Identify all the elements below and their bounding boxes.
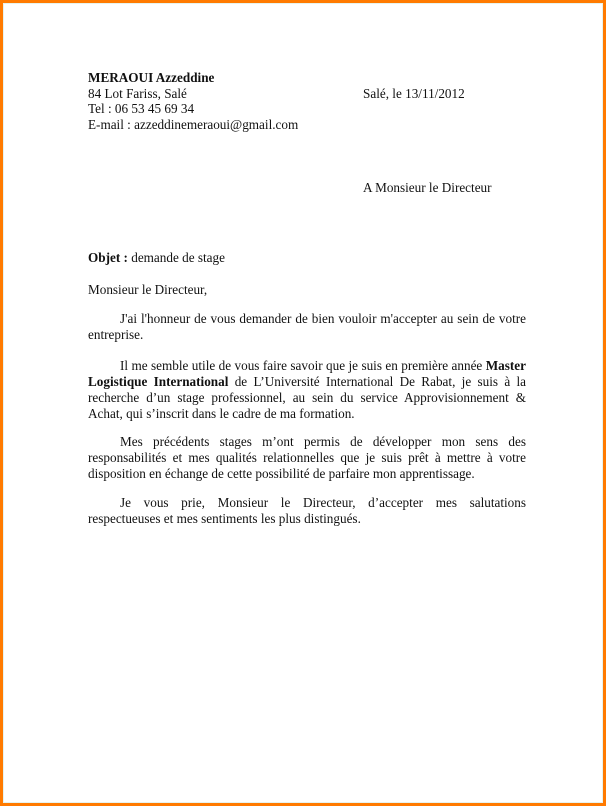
salutation: Monsieur le Directeur, [88, 282, 208, 297]
sender-name: MERAOUI Azzeddine [88, 70, 215, 85]
subject-text: demande de stage [127, 250, 225, 265]
paragraph-1: J'ai l'honneur de vous demander de bien vouloir m'accepter au sein de votre entreprise. [88, 311, 526, 342]
paragraph-2-rest: de L’Université International De Rabat, je suis à la recherche d’un stage professionnel, au sein du service Approvisionnement & Achat, qui s’inscrit dans le cadre de ma formation. [88, 374, 526, 421]
closing-paragraph: Je vous prie, Monsieur le Directeur, d’accepter mes salutations respectueuses et mes sentiments les plus distingués. [88, 495, 526, 526]
paragraph-2-intro: Il me semble utile de vous faire savoir que je suis en première année [120, 358, 486, 373]
subject-label: Objet : [88, 250, 128, 265]
subject-line [88, 250, 225, 266]
date-line: Salé, le 13/11/2012 [363, 86, 465, 101]
program-name: Master Logistique International [88, 358, 526, 389]
sender-email: E-mail : azzeddinemeraoui@gmail.com [88, 117, 299, 132]
recipient: A Monsieur le Directeur [363, 180, 492, 195]
sender-phone: Tel : 06 53 45 69 34 [88, 101, 195, 116]
paragraph-2 [88, 358, 526, 422]
paragraph-3: Mes précédents stages m’ont permis de développer mon sens des responsabilités et mes qualités relationnelles que je suis prêt à mettre à votre disposition en échange de cette possibilité de parfaire mon apprentissage. [88, 434, 526, 481]
sender-address: 84 Lot Fariss, Salé [88, 86, 187, 101]
